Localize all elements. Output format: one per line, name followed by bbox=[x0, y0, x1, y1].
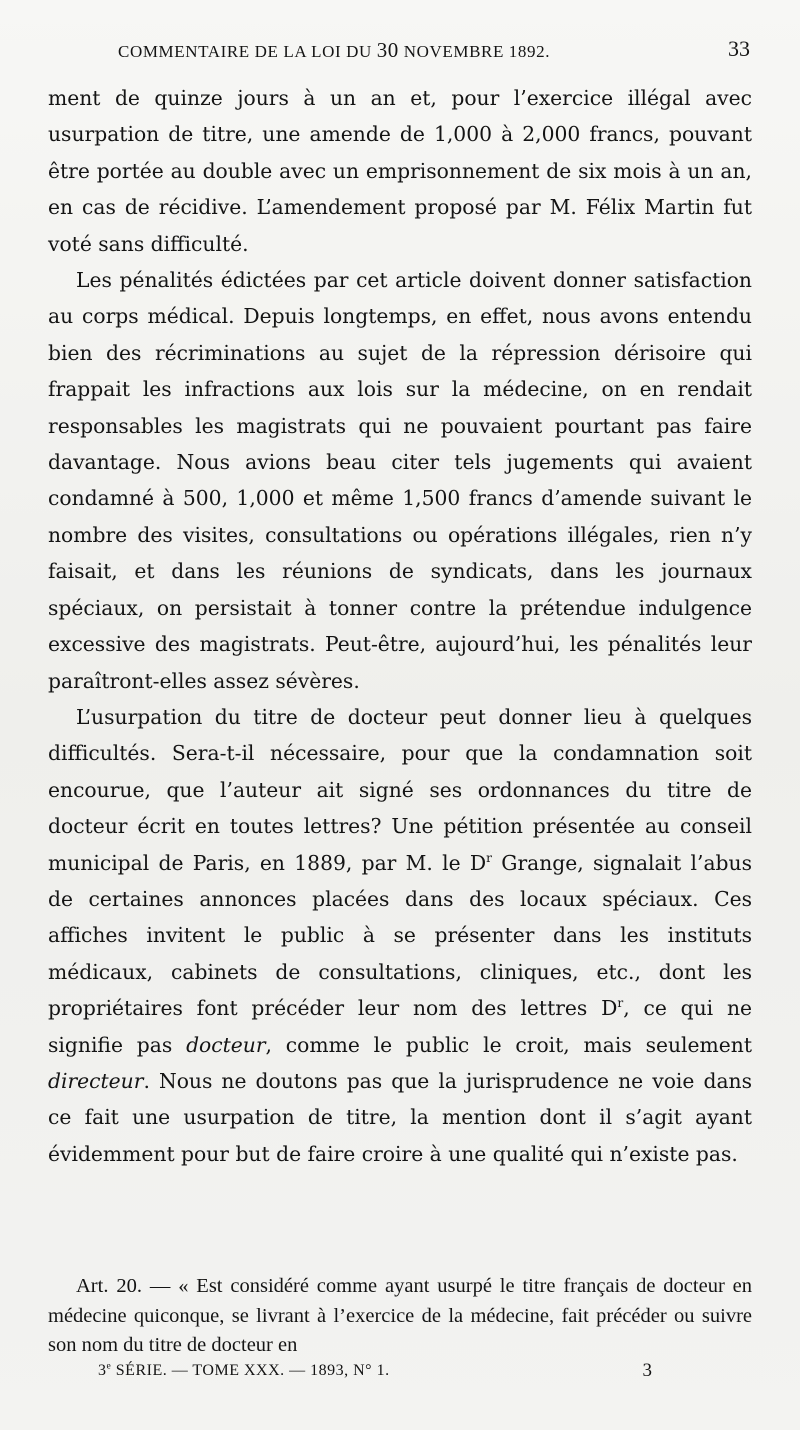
paragraph-3-part-d: , comme le public le croit, mais seulement bbox=[265, 1032, 752, 1057]
page-header bbox=[118, 38, 750, 68]
running-title-post: NOVEMBRE 1892. bbox=[398, 42, 551, 61]
page-number: 33 bbox=[728, 36, 750, 61]
paragraph-2: Les pénalités édictées par cet article doivent donner satisfaction au corps médical. Depuis longtemps, en effet, nous avons entendu bien des récriminations au sujet de la répression dérisoire qui frappait les infractions aux lois sur la médecine, on en rendait responsables les magistrats qui ne pouvaient pourtant pas faire davantage. Nous avions beau citer tels jugements qui avaient condamné à 500, 1,000 et même 1,500 francs d’amende suivant le nombre des visites, consultations ou opérations illégales, rien n’y faisait, et dans les réunions de syndicats, dans les journaux spéciaux, on persistait à tonner contre la prétendue indulgence excessive des magistrats. Peut-être, aujourd’hui, les pénalités leur paraîtront-elles assez sévères. bbox=[48, 268, 752, 693]
paragraph-3-part-e: . Nous ne doutons pas que la jurisprudence ne voie dans ce fait une usurpation de titre, la mention dont il s’agit ayant évidemment pour but de faire croire à une qualité qui n’existe pas. bbox=[48, 1068, 752, 1166]
superscript-r-1: r bbox=[486, 850, 492, 865]
sheet-signature-number: 3 bbox=[642, 1360, 652, 1381]
running-title bbox=[118, 38, 550, 63]
series-info bbox=[98, 1362, 390, 1380]
italic-docteur: docteur bbox=[186, 1032, 266, 1057]
paragraph-3 bbox=[48, 699, 752, 1172]
series-text: SÉRIE. — TOME XXX. — 1893, N° 1. bbox=[111, 1362, 390, 1379]
article-20-text: Art. 20. — « Est considéré comme ayant usurpé le titre français de docteur en médecine quiconque, se livrant à l’exercice de la médecine, fait précéder ou suivre son nom du titre de docteur en bbox=[48, 1275, 752, 1356]
paragraph-3-part-b: Grange, signalait l’abus de certaines annonces placées dans des locaux spéciaux. Ces affiches invitent le public à se présenter dans les instituts médicaux, cabinets de consultations, cliniques, etc., dont les propriétaires font précéder leur nom des lettres D bbox=[48, 850, 752, 1021]
series-num: 3 bbox=[98, 1362, 107, 1379]
superscript-r-2: r bbox=[617, 996, 624, 1011]
series-sup: e bbox=[106, 1360, 112, 1372]
article-20 bbox=[48, 1272, 752, 1361]
paragraph-3-part-a: L’usurpation du titre de docteur peut donner lieu à quelques difficultés. Sera-t-il nécessaire, pour que la condamnation soit encourue, que l’auteur ait signé ses ordonnances du titre de docteur écrit en toutes lettres? Une pétition présentée au conseil municipal de Paris, en 1889, par M. le D bbox=[48, 704, 752, 875]
body-text bbox=[48, 80, 752, 1172]
paragraph-3-part-c: , ce qui ne signifie pas bbox=[48, 996, 753, 1057]
page-footer bbox=[98, 1362, 652, 1392]
running-title-num: 30 bbox=[376, 38, 399, 62]
paragraph-1: ment de quinze jours à un an et, pour l’exercice illégal avec usurpation de titre, une amende de 1,000 à 2,000 francs, pouvant être portée au double avec un emprisonnement de six mois à un an, en cas de récidive. L’amendement proposé par M. Félix Martin fut voté sans difficulté. bbox=[48, 86, 752, 256]
running-title-pre: COMMENTAIRE DE LA LOI DU bbox=[118, 42, 377, 61]
italic-directeur: directeur bbox=[48, 1068, 144, 1093]
